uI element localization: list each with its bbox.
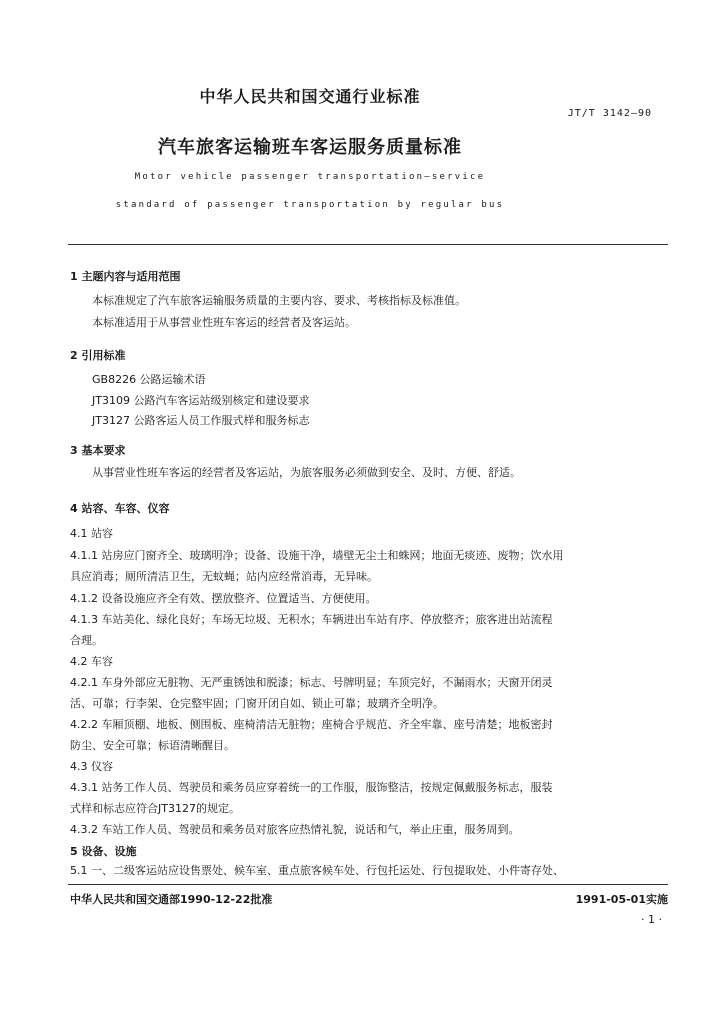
- subsection-heading: 4.1 站容: [70, 527, 113, 540]
- subsection-heading: 4.3 仪容: [70, 760, 113, 773]
- implementation-date: 1991-05-01实施: [575, 893, 668, 906]
- clause-line: 4.1.2 设备设施应齐全有效、摆放整齐、位置适当、方便使用。: [70, 592, 377, 605]
- subsection-heading: 4.2 车容: [70, 655, 113, 668]
- section-1-line: 本标准适用于从事营业性班车客运的经营者及客运站。: [92, 316, 356, 329]
- clause-line: 具应消毒；厕所清洁卫生，无蚊蝇；站内应经常消毒，无异味。: [70, 570, 378, 583]
- reference-item: GB8226 公路运输术语: [92, 373, 206, 386]
- clause-line: 合理。: [70, 634, 103, 647]
- header-divider: [68, 244, 668, 245]
- section-1-line: 本标准规定了汽车旅客运输服务质量的主要内容、要求、考核指标及标准值。: [92, 294, 466, 307]
- standard-code: JT/T 3142—90: [567, 108, 652, 119]
- clause-line: 活、可靠；行李架、仓完整牢固；门窗开闭自如、锁止可靠；玻璃齐全明净。: [70, 697, 444, 710]
- ministry-standard-heading: 中华人民共和国交通行业标准: [199, 87, 421, 106]
- reference-item: JT3109 公路汽车客运站级别核定和建设要求: [92, 394, 310, 407]
- section-4-heading: 4 站容、车容、仪容: [70, 502, 170, 515]
- section-1-heading: 1 主题内容与适用范围: [70, 270, 181, 283]
- section-5-heading: 5 设备、设施: [70, 845, 137, 858]
- english-title-line-2: standard of passenger transportation by regular bus: [115, 200, 505, 210]
- clause-line: 4.2.2 车厢顶棚、地板、侧围板、座椅清洁无脏物；座椅合乎规范、齐全牢靠、座号清楚；地板密封: [70, 718, 553, 731]
- english-title-line-1: Motor vehicle passenger transportation—service: [134, 172, 486, 182]
- clause-line: 4.3.1 站务工作人员、驾驶员和乘务员应穿着统一的工作服，服饰整洁，按规定佩戴服务标志，服装: [70, 781, 553, 794]
- section-3-heading: 3 基本要求: [70, 444, 126, 457]
- clause-line: 5.1 一、二级客运站应设售票处、候车室、重点旅客候车处、行包托运处、行包提取处、小件寄存处、: [70, 864, 564, 877]
- reference-item: JT3127 公路客运人员工作服式样和服务标志: [92, 414, 310, 427]
- document-title: 汽车旅客运输班车客运服务质量标准: [158, 137, 462, 158]
- clause-line: 4.2.1 车身外部应无脏物、无严重锈蚀和脱漆；标志、号牌明显；车顶完好，不漏雨水；天窗开闭灵: [70, 676, 553, 689]
- clause-line: 4.1.3 车站美化、绿化良好；车场无垃圾、无积水；车辆进出车站有序、停放整齐；旅客进出站流程: [70, 613, 553, 626]
- clause-line: 防尘、安全可靠；标语清晰醒目。: [70, 739, 235, 752]
- footer-divider: [68, 884, 668, 885]
- section-2-heading: 2 引用标准: [70, 349, 126, 362]
- clause-line: 式样和标志应符合JT3127的规定。: [70, 802, 240, 815]
- clause-line: 4.1.1 站房应门窗齐全、玻璃明净；设备、设施干净，墙壁无尘土和蛛网；地面无痰迹、废物；饮水用: [70, 549, 564, 562]
- approval-note: 中华人民共和国交通部1990-12-22批准: [70, 893, 273, 906]
- page-number: · 1 ·: [641, 913, 662, 926]
- section-3-line: 从事营业性班车客运的经营者及客运站，为旅客服务必须做到安全、及时、方便、舒适。: [92, 466, 521, 479]
- clause-line: 4.3.2 车站工作人员、驾驶员和乘务员对旅客应热情礼貌，说话和气，举止庄重，服务周到。: [70, 823, 520, 836]
